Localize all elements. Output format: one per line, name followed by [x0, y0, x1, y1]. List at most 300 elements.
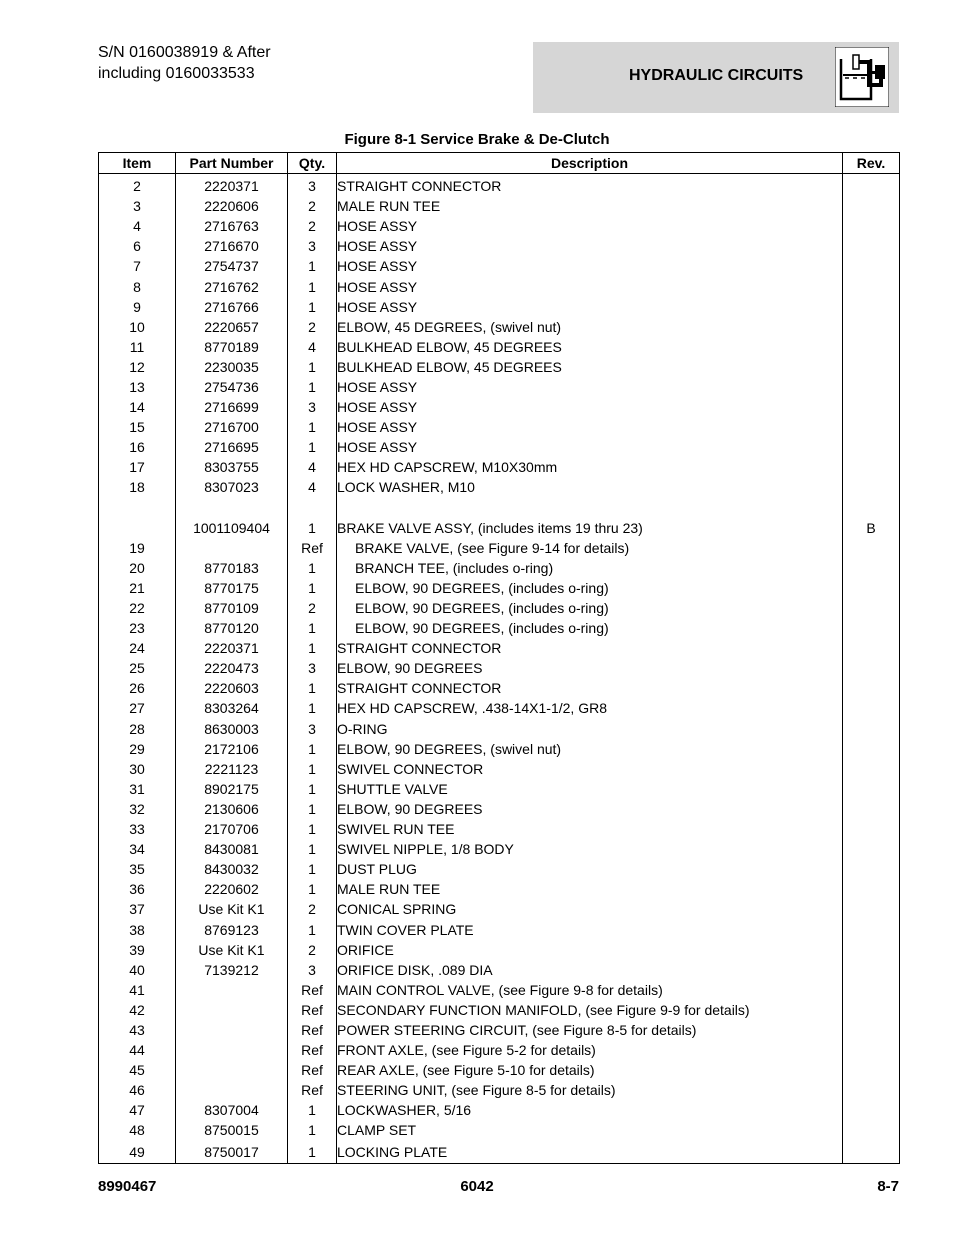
cell-item: 24 — [99, 638, 176, 658]
cell-qty: Ref — [288, 1060, 337, 1080]
cell-part-number: 2130606 — [176, 799, 288, 819]
cell-rev — [843, 980, 900, 1000]
cell-description: STRAIGHT CONNECTOR — [337, 174, 843, 197]
cell-qty: 3 — [288, 236, 337, 256]
cell-part-number: 7139212 — [176, 960, 288, 980]
table-row — [99, 819, 900, 839]
cell-item: 12 — [99, 357, 176, 377]
hydraulic-reservoir-icon — [835, 47, 889, 107]
cell-description — [337, 498, 843, 518]
cell-description: CLAMP SET — [337, 1120, 843, 1140]
cell-item: 39 — [99, 940, 176, 960]
cell-part-number: 2716766 — [176, 297, 288, 317]
cell-qty: Ref — [288, 1080, 337, 1100]
cell-rev — [843, 779, 900, 799]
cell-item: 41 — [99, 980, 176, 1000]
cell-rev — [843, 799, 900, 819]
cell-part-number — [176, 1060, 288, 1080]
cell-qty: 1 — [288, 919, 337, 939]
cell-description: HOSE ASSY — [337, 236, 843, 256]
table-row — [99, 317, 900, 337]
table-row — [99, 256, 900, 276]
section-title: HYDRAULIC CIRCUITS — [629, 67, 804, 84]
table-row — [99, 879, 900, 899]
cell-part-number: 2716699 — [176, 397, 288, 417]
cell-qty: 3 — [288, 397, 337, 417]
cell-description: LOCKING PLATE — [337, 1141, 843, 1164]
table-row — [99, 980, 900, 1000]
table-row — [99, 174, 900, 197]
cell-description: MALE RUN TEE — [337, 196, 843, 216]
cell-qty: 1 — [288, 839, 337, 859]
cell-description: SWIVEL CONNECTOR — [337, 759, 843, 779]
column-header-description: Description — [337, 153, 843, 174]
cell-qty: 1 — [288, 739, 337, 759]
table-row — [99, 578, 900, 598]
cell-part-number: 8902175 — [176, 779, 288, 799]
cell-description: HOSE ASSY — [337, 297, 843, 317]
cell-part-number: 2220371 — [176, 638, 288, 658]
cell-qty: 1 — [288, 638, 337, 658]
cell-rev — [843, 1080, 900, 1100]
cell-qty: 1 — [288, 578, 337, 598]
table-row — [99, 276, 900, 296]
cell-item: 37 — [99, 899, 176, 919]
serial-number-range — [98, 42, 271, 84]
cell-part-number: 8630003 — [176, 719, 288, 739]
document-number: 8990467 — [98, 1178, 157, 1195]
cell-qty: 4 — [288, 477, 337, 497]
cell-item: 28 — [99, 719, 176, 739]
cell-description: SHUTTLE VALVE — [337, 779, 843, 799]
cell-description: STEERING UNIT, (see Figure 8-5 for details) — [337, 1080, 843, 1100]
column-header-part-number: Part Number — [176, 153, 288, 174]
cell-item: 23 — [99, 618, 176, 638]
cell-part-number: 8303755 — [176, 457, 288, 477]
table-row — [99, 558, 900, 578]
cell-part-number: 2220606 — [176, 196, 288, 216]
cell-part-number: 2220603 — [176, 678, 288, 698]
cell-item: 34 — [99, 839, 176, 859]
cell-description: HEX HD CAPSCREW, M10X30mm — [337, 457, 843, 477]
table-row — [99, 1040, 900, 1060]
cell-qty: 2 — [288, 196, 337, 216]
cell-part-number: 2716695 — [176, 437, 288, 457]
cell-description: BULKHEAD ELBOW, 45 DEGREES — [337, 337, 843, 357]
cell-rev — [843, 377, 900, 397]
cell-description: HOSE ASSY — [337, 216, 843, 236]
cell-part-number — [176, 1020, 288, 1040]
cell-qty: 1 — [288, 1100, 337, 1120]
cell-rev — [843, 1100, 900, 1120]
cell-rev — [843, 578, 900, 598]
cell-rev — [843, 357, 900, 377]
cell-rev — [843, 174, 900, 197]
cell-part-number: 2220473 — [176, 658, 288, 678]
cell-description: HEX HD CAPSCREW, .438-14X1-1/2, GR8 — [337, 698, 843, 718]
cell-part-number: 8770183 — [176, 558, 288, 578]
cell-qty: 2 — [288, 317, 337, 337]
table-row — [99, 598, 900, 618]
cell-item: 47 — [99, 1100, 176, 1120]
cell-item: 10 — [99, 317, 176, 337]
cell-item: 17 — [99, 457, 176, 477]
cell-description: ELBOW, 45 DEGREES, (swivel nut) — [337, 317, 843, 337]
cell-qty: 1 — [288, 698, 337, 718]
cell-part-number: 2716762 — [176, 276, 288, 296]
cell-item: 19 — [99, 538, 176, 558]
table-row — [99, 799, 900, 819]
cell-description: FRONT AXLE, (see Figure 5-2 for details) — [337, 1040, 843, 1060]
cell-item: 30 — [99, 759, 176, 779]
cell-part-number: 2220602 — [176, 879, 288, 899]
table-row — [99, 759, 900, 779]
cell-qty: 2 — [288, 216, 337, 236]
cell-part-number: 1001109404 — [176, 518, 288, 538]
cell-rev — [843, 276, 900, 296]
cell-part-number: 2170706 — [176, 819, 288, 839]
cell-qty: 1 — [288, 276, 337, 296]
cell-qty: Ref — [288, 1020, 337, 1040]
cell-rev — [843, 598, 900, 618]
cell-qty: 1 — [288, 297, 337, 317]
cell-description: STRAIGHT CONNECTOR — [337, 638, 843, 658]
cell-part-number: 8303264 — [176, 698, 288, 718]
cell-qty: 3 — [288, 960, 337, 980]
cell-rev — [843, 297, 900, 317]
table-row — [99, 1120, 900, 1140]
cell-qty: 2 — [288, 598, 337, 618]
cell-item: 46 — [99, 1080, 176, 1100]
cell-rev — [843, 477, 900, 497]
cell-rev — [843, 216, 900, 236]
cell-part-number: 2716670 — [176, 236, 288, 256]
cell-rev — [843, 638, 900, 658]
cell-part-number: 8770109 — [176, 598, 288, 618]
cell-description: CONICAL SPRING — [337, 899, 843, 919]
cell-item: 25 — [99, 658, 176, 678]
cell-part-number: Use Kit K1 — [176, 940, 288, 960]
cell-qty: 4 — [288, 337, 337, 357]
cell-item: 29 — [99, 739, 176, 759]
table-row — [99, 357, 900, 377]
cell-qty: Ref — [288, 1000, 337, 1020]
table-row — [99, 940, 900, 960]
cell-rev — [843, 859, 900, 879]
cell-item: 2 — [99, 174, 176, 197]
cell-part-number: 8307004 — [176, 1100, 288, 1120]
table-row — [99, 779, 900, 799]
cell-description: LOCKWASHER, 5/16 — [337, 1100, 843, 1120]
cell-rev — [843, 317, 900, 337]
cell-item: 26 — [99, 678, 176, 698]
table-row — [99, 417, 900, 437]
cell-qty: 1 — [288, 759, 337, 779]
table-row — [99, 1100, 900, 1120]
table-row — [99, 196, 900, 216]
cell-qty: 1 — [288, 1141, 337, 1164]
table-row — [99, 698, 900, 718]
table-row — [99, 678, 900, 698]
cell-rev — [843, 618, 900, 638]
cell-part-number: 2220371 — [176, 174, 288, 197]
cell-qty: 1 — [288, 779, 337, 799]
cell-item: 14 — [99, 397, 176, 417]
table-row — [99, 498, 900, 518]
cell-item: 20 — [99, 558, 176, 578]
cell-description: BRAKE VALVE, (see Figure 9-14 for details) — [337, 538, 843, 558]
table-row — [99, 899, 900, 919]
cell-item: 9 — [99, 297, 176, 317]
cell-qty: 1 — [288, 799, 337, 819]
cell-qty: 1 — [288, 437, 337, 457]
cell-description: MAIN CONTROL VALVE, (see Figure 9-8 for details) — [337, 980, 843, 1000]
cell-qty: 1 — [288, 558, 337, 578]
cell-part-number — [176, 1000, 288, 1020]
cell-rev — [843, 1020, 900, 1040]
cell-description: ELBOW, 90 DEGREES, (includes o-ring) — [337, 618, 843, 638]
cell-rev — [843, 337, 900, 357]
cell-rev — [843, 759, 900, 779]
cell-part-number — [176, 1040, 288, 1060]
cell-description: HOSE ASSY — [337, 276, 843, 296]
cell-rev — [843, 1141, 900, 1164]
table-row — [99, 960, 900, 980]
cell-description: REAR AXLE, (see Figure 5-10 for details) — [337, 1060, 843, 1080]
table-row — [99, 1141, 900, 1164]
cell-item: 4 — [99, 216, 176, 236]
cell-description: HOSE ASSY — [337, 397, 843, 417]
cell-rev — [843, 819, 900, 839]
cell-part-number: 2716700 — [176, 417, 288, 437]
cell-description: ELBOW, 90 DEGREES, (includes o-ring) — [337, 598, 843, 618]
cell-rev — [843, 940, 900, 960]
parts-table-body — [99, 174, 900, 1164]
cell-description: POWER STEERING CIRCUIT, (see Figure 8-5 for details) — [337, 1020, 843, 1040]
cell-item: 15 — [99, 417, 176, 437]
cell-rev — [843, 1000, 900, 1020]
cell-part-number: 8750017 — [176, 1141, 288, 1164]
cell-item: 48 — [99, 1120, 176, 1140]
table-row — [99, 397, 900, 417]
cell-part-number: 2220657 — [176, 317, 288, 337]
cell-item: 35 — [99, 859, 176, 879]
section-header — [533, 42, 899, 113]
cell-rev — [843, 256, 900, 276]
cell-item: 7 — [99, 256, 176, 276]
cell-description: ORIFICE — [337, 940, 843, 960]
table-row — [99, 216, 900, 236]
cell-item — [99, 518, 176, 538]
column-header-rev: Rev. — [843, 153, 900, 174]
table-header-row — [99, 153, 900, 174]
cell-rev — [843, 457, 900, 477]
cell-rev — [843, 558, 900, 578]
cell-item: 32 — [99, 799, 176, 819]
parts-table — [98, 152, 900, 1164]
cell-description: O-RING — [337, 719, 843, 739]
table-row — [99, 638, 900, 658]
cell-rev — [843, 417, 900, 437]
cell-rev — [843, 698, 900, 718]
cell-part-number: 8770175 — [176, 578, 288, 598]
cell-rev — [843, 658, 900, 678]
cell-rev — [843, 196, 900, 216]
cell-part-number: Use Kit K1 — [176, 899, 288, 919]
table-row — [99, 839, 900, 859]
cell-qty: 3 — [288, 174, 337, 197]
cell-part-number — [176, 538, 288, 558]
cell-rev — [843, 1040, 900, 1060]
cell-item: 49 — [99, 1141, 176, 1164]
cell-description: BRANCH TEE, (includes o-ring) — [337, 558, 843, 578]
cell-rev — [843, 719, 900, 739]
cell-item: 18 — [99, 477, 176, 497]
cell-qty: 1 — [288, 518, 337, 538]
cell-rev — [843, 538, 900, 558]
table-row — [99, 538, 900, 558]
serial-number-line-2: including 0160033533 — [98, 65, 255, 82]
cell-part-number: 2754737 — [176, 256, 288, 276]
cell-item: 45 — [99, 1060, 176, 1080]
table-row — [99, 919, 900, 939]
cell-description: BRAKE VALVE ASSY, (includes items 19 thru 23) — [337, 518, 843, 538]
model-number: 6042 — [460, 1178, 494, 1195]
cell-rev — [843, 678, 900, 698]
cell-qty: Ref — [288, 980, 337, 1000]
cell-rev — [843, 1120, 900, 1140]
cell-part-number: 2230035 — [176, 357, 288, 377]
cell-item: 36 — [99, 879, 176, 899]
cell-qty: 1 — [288, 859, 337, 879]
cell-part-number: 8769123 — [176, 919, 288, 939]
cell-description: SWIVEL NIPPLE, 1/8 BODY — [337, 839, 843, 859]
cell-part-number: 8770189 — [176, 337, 288, 357]
cell-item: 16 — [99, 437, 176, 457]
cell-qty: 3 — [288, 658, 337, 678]
cell-item: 43 — [99, 1020, 176, 1040]
cell-description: HOSE ASSY — [337, 437, 843, 457]
cell-description: ELBOW, 90 DEGREES — [337, 799, 843, 819]
cell-description: STRAIGHT CONNECTOR — [337, 678, 843, 698]
table-row — [99, 719, 900, 739]
cell-description: ELBOW, 90 DEGREES, (swivel nut) — [337, 739, 843, 759]
cell-part-number: 8770120 — [176, 618, 288, 638]
cell-qty: 1 — [288, 256, 337, 276]
column-header-item: Item — [99, 153, 176, 174]
table-row — [99, 739, 900, 759]
cell-description: ORIFICE DISK, .089 DIA — [337, 960, 843, 980]
table-row — [99, 437, 900, 457]
table-row — [99, 1080, 900, 1100]
cell-rev — [843, 839, 900, 859]
cell-part-number: 8430032 — [176, 859, 288, 879]
figure-title: Figure 8-1 Service Brake & De-Clutch — [344, 131, 610, 148]
serial-number-line-1: S/N 0160038919 & After — [98, 44, 271, 61]
cell-item — [99, 498, 176, 518]
page-number: 8-7 — [877, 1178, 899, 1195]
cell-part-number — [176, 1080, 288, 1100]
cell-item: 33 — [99, 819, 176, 839]
cell-rev — [843, 437, 900, 457]
cell-part-number: 2754736 — [176, 377, 288, 397]
cell-rev — [843, 879, 900, 899]
table-row — [99, 377, 900, 397]
table-row — [99, 457, 900, 477]
cell-qty: 4 — [288, 457, 337, 477]
table-row — [99, 297, 900, 317]
cell-qty: 2 — [288, 940, 337, 960]
cell-part-number — [176, 980, 288, 1000]
cell-part-number: 2172106 — [176, 739, 288, 759]
cell-qty: 1 — [288, 377, 337, 397]
cell-part-number: 8430081 — [176, 839, 288, 859]
cell-description: SWIVEL RUN TEE — [337, 819, 843, 839]
table-row — [99, 518, 900, 538]
cell-part-number: 8750015 — [176, 1120, 288, 1140]
table-row — [99, 618, 900, 638]
cell-description: ELBOW, 90 DEGREES, (includes o-ring) — [337, 578, 843, 598]
cell-qty: Ref — [288, 1040, 337, 1060]
table-row — [99, 477, 900, 497]
column-header-qty: Qty. — [288, 153, 337, 174]
cell-item: 6 — [99, 236, 176, 256]
cell-rev — [843, 236, 900, 256]
cell-description: HOSE ASSY — [337, 377, 843, 397]
cell-item: 27 — [99, 698, 176, 718]
cell-description: HOSE ASSY — [337, 256, 843, 276]
cell-description: TWIN COVER PLATE — [337, 919, 843, 939]
cell-rev — [843, 498, 900, 518]
cell-rev — [843, 899, 900, 919]
cell-rev — [843, 960, 900, 980]
cell-part-number: 2221123 — [176, 759, 288, 779]
cell-item: 38 — [99, 919, 176, 939]
cell-qty: 1 — [288, 417, 337, 437]
table-row — [99, 859, 900, 879]
cell-rev: B — [843, 518, 900, 538]
cell-description: MALE RUN TEE — [337, 879, 843, 899]
cell-qty: 1 — [288, 678, 337, 698]
cell-item: 31 — [99, 779, 176, 799]
cell-qty: 1 — [288, 819, 337, 839]
cell-description: HOSE ASSY — [337, 417, 843, 437]
cell-qty: 1 — [288, 879, 337, 899]
cell-item: 42 — [99, 1000, 176, 1020]
cell-description: BULKHEAD ELBOW, 45 DEGREES — [337, 357, 843, 377]
cell-rev — [843, 739, 900, 759]
cell-qty: 2 — [288, 899, 337, 919]
cell-item: 13 — [99, 377, 176, 397]
cell-part-number: 8307023 — [176, 477, 288, 497]
cell-part-number: 2716763 — [176, 216, 288, 236]
cell-qty: Ref — [288, 538, 337, 558]
cell-rev — [843, 397, 900, 417]
cell-qty — [288, 498, 337, 518]
cell-qty: 1 — [288, 618, 337, 638]
cell-description: ELBOW, 90 DEGREES — [337, 658, 843, 678]
cell-description: DUST PLUG — [337, 859, 843, 879]
cell-part-number — [176, 498, 288, 518]
table-row — [99, 337, 900, 357]
cell-qty: 1 — [288, 357, 337, 377]
cell-item: 21 — [99, 578, 176, 598]
cell-description: SECONDARY FUNCTION MANIFOLD, (see Figure 9-9 for details) — [337, 1000, 843, 1020]
table-row — [99, 1000, 900, 1020]
cell-item: 11 — [99, 337, 176, 357]
cell-item: 22 — [99, 598, 176, 618]
cell-item: 40 — [99, 960, 176, 980]
